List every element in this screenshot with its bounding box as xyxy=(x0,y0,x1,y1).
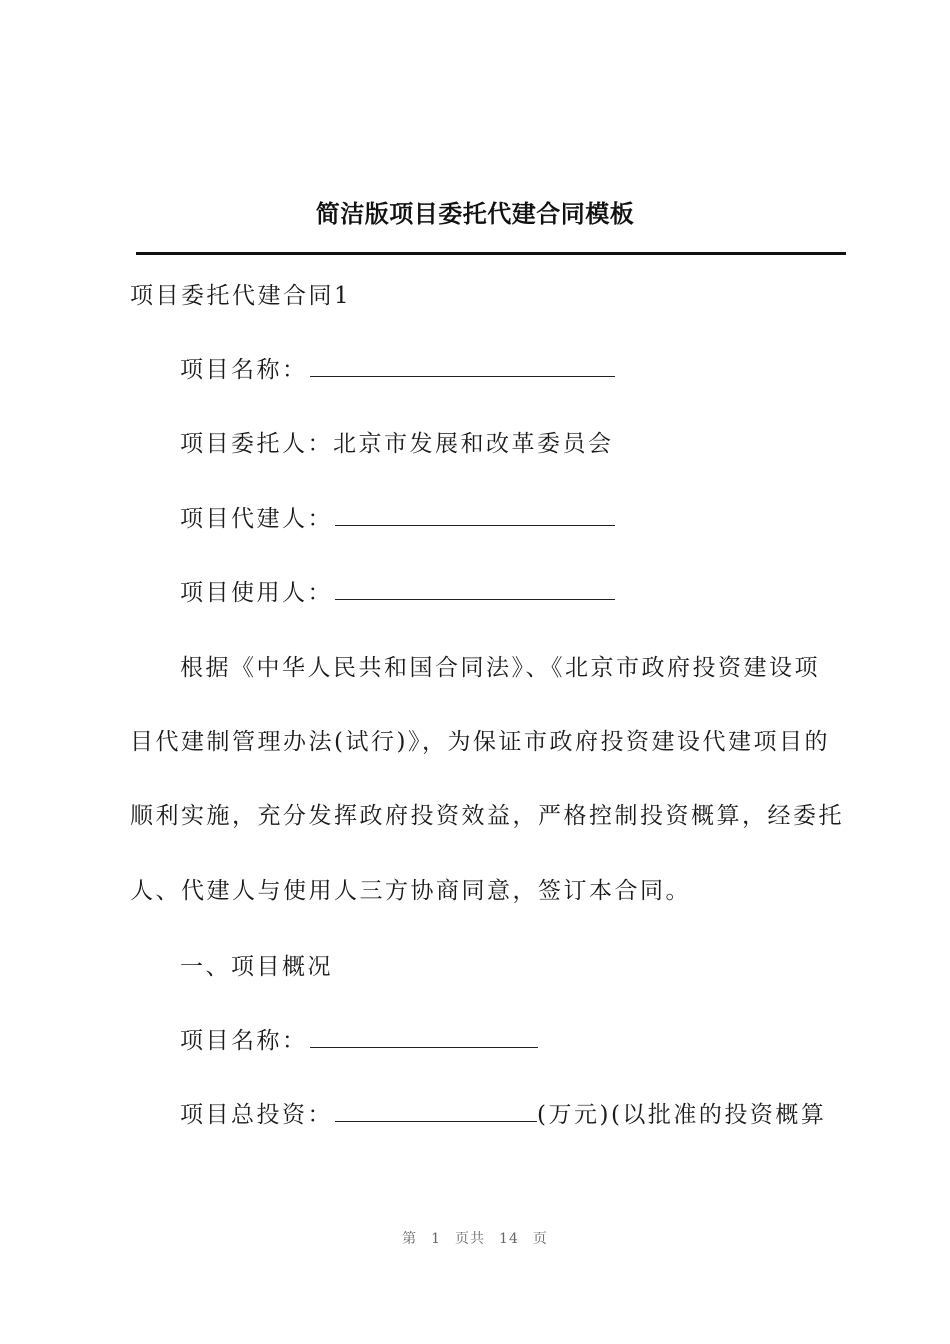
field-project-client xyxy=(180,429,614,459)
field-label: 项目代建人： xyxy=(180,506,333,532)
paragraph-line: 目代建制管理办法(试行)》，为保证市政府投资建设代建项目的 xyxy=(130,729,830,755)
field-value: 北京市发展和改革委员会 xyxy=(333,431,614,457)
blank-line xyxy=(335,505,615,526)
section-field-total-investment xyxy=(180,1100,826,1130)
field-label: 项目名称： xyxy=(180,1028,308,1054)
contract-heading: 项目委托代建合同1 xyxy=(130,283,352,309)
blank-line xyxy=(310,356,615,377)
footer-total-pages: 14 xyxy=(499,1231,519,1247)
field-suffix: (万元)(以批准的投资概算 xyxy=(537,1102,827,1128)
field-project-name xyxy=(180,355,615,385)
paragraph-line: 人、代建人与使用人三方协商同意，签订本合同。 xyxy=(130,878,691,904)
footer-middle: 页共 xyxy=(455,1231,486,1247)
field-label: 项目使用人： xyxy=(180,580,333,606)
title-divider xyxy=(136,252,846,255)
field-project-user xyxy=(180,578,615,608)
document-title: 简洁版项目委托代建合同模板 xyxy=(315,200,635,228)
blank-line xyxy=(335,579,615,600)
field-label: 项目委托人： xyxy=(180,431,333,457)
field-project-agent xyxy=(180,504,615,534)
blank-line xyxy=(310,1027,538,1048)
blank-line xyxy=(335,1101,537,1122)
field-label: 项目名称： xyxy=(180,357,308,383)
page-footer xyxy=(0,1229,950,1249)
section-field-project-name xyxy=(180,1026,538,1056)
footer-suffix: 页 xyxy=(532,1231,548,1247)
section-heading: 一、项目概况 xyxy=(180,954,333,980)
footer-prefix: 第 xyxy=(402,1231,418,1247)
paragraph-line: 顺利实施，充分发挥政府投资效益，严格控制投资概算，经委托 xyxy=(130,803,844,829)
field-label: 项目总投资： xyxy=(180,1102,333,1128)
footer-page-number: 1 xyxy=(431,1231,442,1247)
paragraph-line: 根据《中华人民共和国合同法》、《北京市政府投资建设项 xyxy=(180,655,820,681)
